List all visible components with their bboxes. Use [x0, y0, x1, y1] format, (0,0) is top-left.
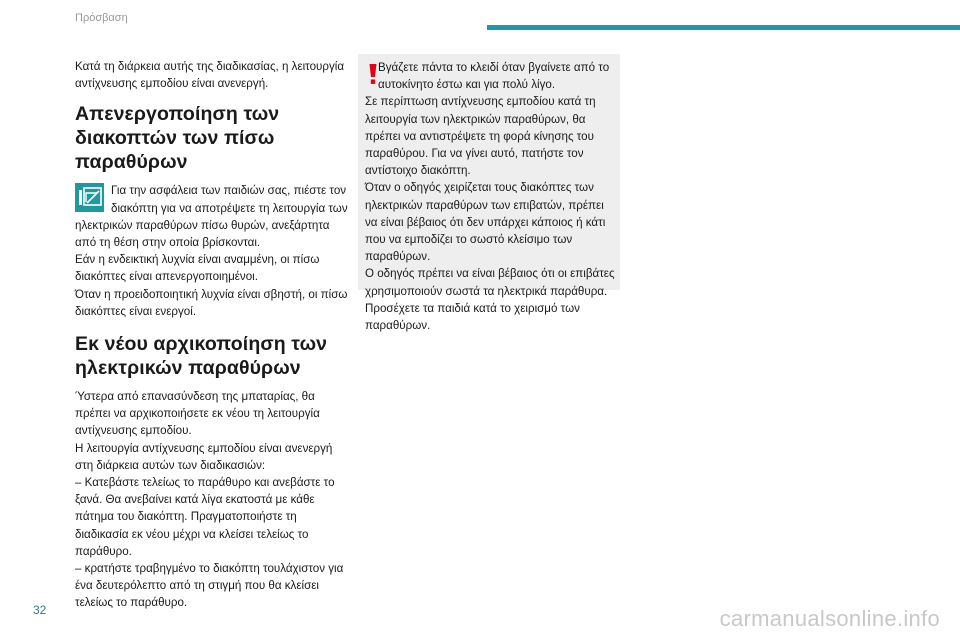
warning-note-text	[365, 59, 615, 334]
intro-paragraph: Κατά τη διάρκεια αυτής της διαδικασίας, η λειτουργία αντίχνευσης εμποδίου είναι ανενεργή.	[75, 60, 345, 91]
warning-note-box	[358, 54, 620, 333]
child-lock-paragraph: Για την ασφάλεια των παιδιών σας, πιέστε τον διακόπτη για να αποτρέψετε τη λειτουργία των ηλεκτρικών παραθύρων πίσω θυρών, ανεξάρτητα από τη θέση στην οποία βρίσκονται.	[75, 184, 348, 250]
title-line: διακοπτών των πίσω	[75, 127, 275, 150]
note-paragraph-2: Σε περίπτωση αντίχνευσης εμποδίου κατά τη λειτουργία των ηλεκτρικών παραθύρων, θα πρέπει να αντιστρέψετε τη φορά κίνησης του παραθύρου. Για να γίνει αυτό, πατήστε τον αντίστοιχο διακόπτη.	[365, 95, 596, 178]
watermark: carmanualsonline.info	[719, 606, 940, 631]
indicator-off-paragraph: Όταν η προειδοποιητική λυχνία είναι σβηστή, οι πίσω διακόπτες είναι ενεργοί.	[75, 287, 348, 318]
title-line: Απενεργοποίηση των	[75, 103, 280, 126]
note-paragraph-1: Βγάζετε πάντα το κλειδί όταν βγαίνετε από το αυτοκίνητο έστω και για πολύ λίγο.	[378, 61, 610, 92]
section-accent-bar	[487, 25, 960, 30]
section-title-disable-rear-switches	[75, 102, 350, 174]
left-column	[75, 58, 350, 612]
indicator-on-paragraph: Εάν η ενδεικτική λυχνία είναι αναμμένη, οι πίσω διακόπτες είναι απενεργοποιημένοι.	[75, 253, 320, 284]
section-title-reinitialize-windows	[75, 332, 350, 380]
title-line: παραθύρων	[75, 151, 188, 174]
reinit-paragraph-1: Ύστερα από επανασύνδεση της μπαταρίας, θα πρέπει να αρχικοποιήσετε εκ νέου τη λειτουργία αντίχνευσης εμποδίου.	[75, 390, 320, 438]
note-paragraph-5: Προσέχετε τα παιδιά κατά το χειρισμό των παραθύρων.	[365, 301, 580, 333]
note-paragraph-3: Όταν ο οδηγός χειρίζεται τους διακόπτες των ηλεκτρικών παραθύρων των επιβατών, πρέπει να είναι βέβαιος ότι δεν υπάρχει κάποιος ή κάτι που να εμποδίζει το σωστό κλείσιμο των παραθύρων.	[365, 181, 606, 264]
reinit-paragraph-2: Η λειτουργία αντίχνευσης εμποδίου είναι ανενεργή στη διάρκεια αυτών των διαδικασιών:	[75, 441, 333, 472]
page-number: 32	[33, 603, 47, 617]
title-line: ηλεκτρικών παραθύρων	[75, 357, 301, 380]
reinit-step-2: – κρατήστε τραβηγμένο το διακόπτη τουλάχιστον για ένα δευτερόλεπτο από τη στιγμή που θα κλείσει τελείως το παράθυρο.	[75, 562, 344, 610]
reinit-step-1: – Κατεβάστε τελείως το παράθυρο και ανεβάστε το ξανά. Θα ανεβαίνει κατά λίγα εκατοστά με κάθε πάτημα του διακόπτη. Πραγματοποιήστε τη διαδικασία εκ νέου μέχρι να κλείσει τελείως το παράθυρο.	[75, 476, 335, 558]
title-line: Εκ νέου αρχικοποίηση των	[75, 333, 328, 356]
child-lock-window-icon	[75, 183, 104, 212]
section-header-label: Πρόσβαση	[75, 12, 128, 24]
note-paragraph-4: Ο οδηγός πρέπει να είναι βέβαιος ότι οι επιβάτες χρησιμοποιούν σωστά τα ηλεκτρικά παράθυρα.	[365, 267, 615, 298]
child-lock-block	[75, 182, 350, 320]
